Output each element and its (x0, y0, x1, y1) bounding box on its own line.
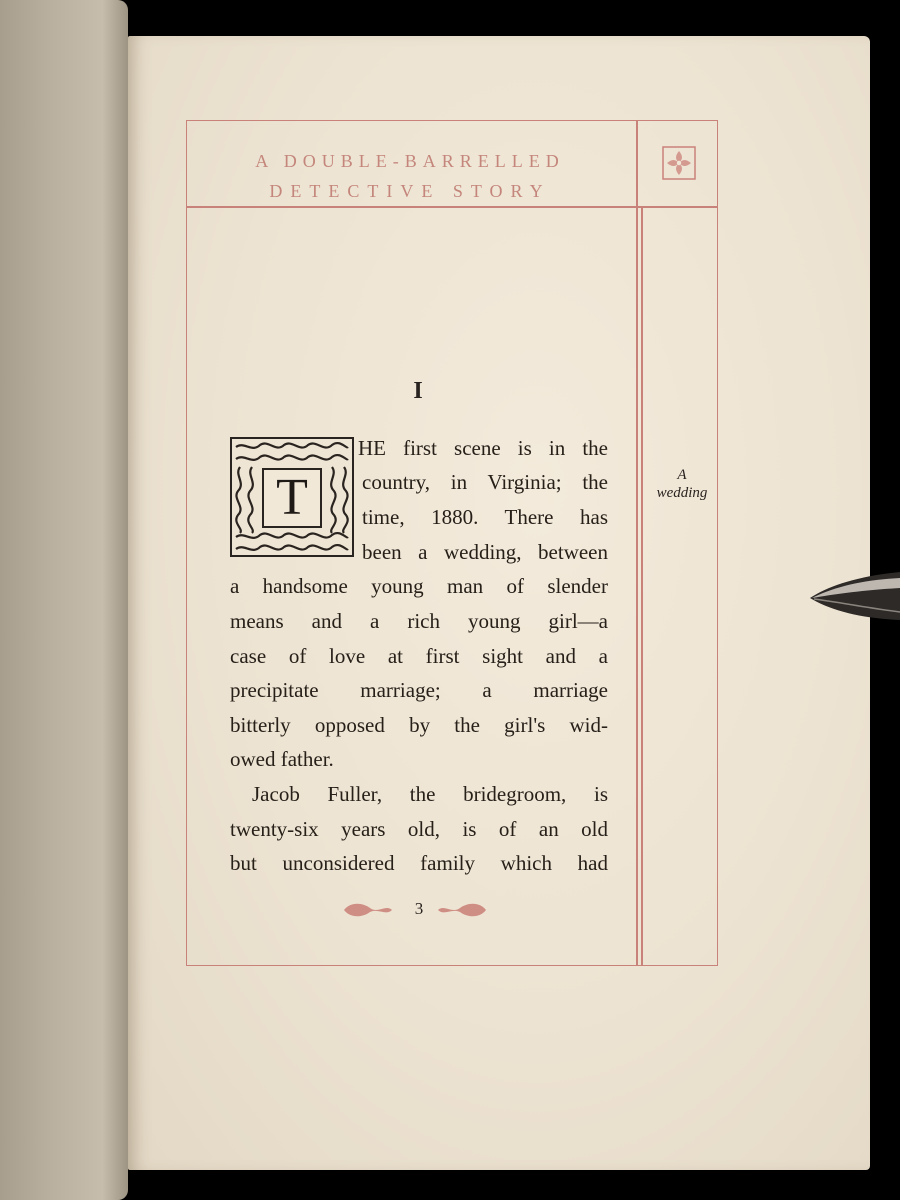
header-rule (186, 206, 718, 208)
body-line: HE first scene is in the (358, 436, 608, 460)
body-line: been a wedding, between (362, 540, 608, 564)
marginal-note-line-1: A (677, 467, 687, 483)
body-line: but unconsidered family which had (230, 851, 608, 875)
page-number: 3 (414, 899, 424, 918)
fleuron-ornament-icon (662, 146, 696, 180)
marginal-note (648, 466, 716, 502)
running-head-line-2: DETECTIVE STORY (269, 181, 551, 201)
running-head (200, 146, 620, 206)
body-line: case of love at first sight and a (230, 644, 608, 668)
chapter-number: I (413, 378, 423, 404)
drop-cap-letter: T (276, 469, 308, 526)
body-line: time, 1880. There has (362, 505, 608, 529)
body-line: Jacob Fuller, the bridegroom, is (252, 782, 608, 806)
margin-column-rule-inner (641, 206, 643, 966)
margin-column-rule-outer (636, 120, 638, 966)
left-page-edge (0, 0, 128, 1200)
running-head-line-1: A DOUBLE-BARRELLED (255, 151, 565, 171)
body-line: a handsome young man of slender (230, 574, 608, 598)
body-line: twenty-six years old, is of an old (230, 817, 608, 841)
body-line: means and a rich young girl—a (230, 609, 608, 633)
pointer-tool-icon (808, 568, 900, 624)
body-line: precipitate marriage; a marriage (230, 678, 608, 702)
marginal-note-line-2: wedding (656, 485, 708, 501)
body-line: country, in Virginia; the (362, 470, 608, 494)
body-line: owed father. (230, 747, 334, 771)
body-line: bitterly opposed by the girl's wid- (230, 713, 608, 737)
